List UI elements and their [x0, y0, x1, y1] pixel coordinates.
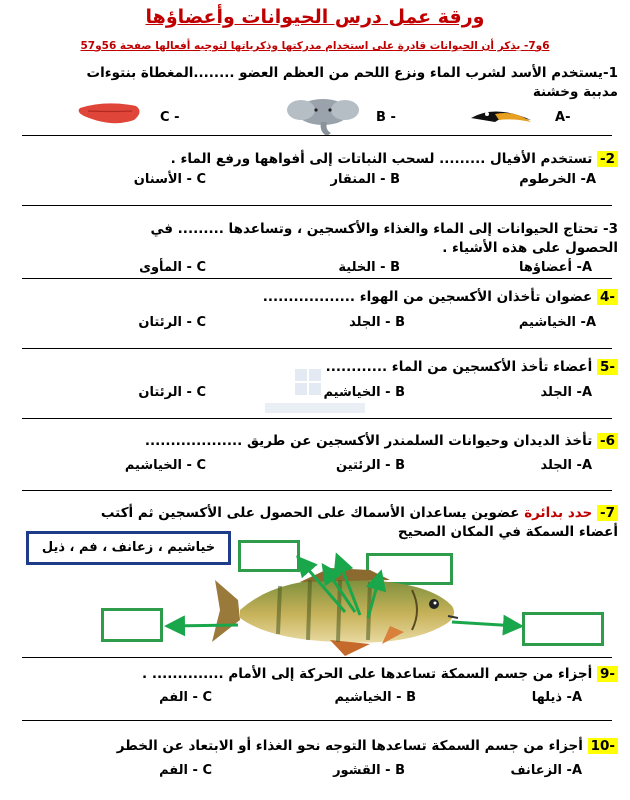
page-title: ورقة عمل درس الحيوانات وأعضاؤها: [145, 6, 485, 28]
option-c[interactable]: - C: [160, 110, 180, 125]
option-a[interactable]: A- الخياشيم: [518, 315, 596, 330]
question-number: -9: [597, 666, 618, 682]
option-c[interactable]: C - المأوى: [139, 260, 206, 275]
option-a[interactable]: A- الجلد: [540, 385, 592, 400]
instruction-lead: حدد بدائرة: [524, 505, 593, 521]
option-b[interactable]: B - الخياشيم: [334, 690, 416, 705]
option-c[interactable]: C - الرئتان: [138, 385, 206, 400]
question-text: عضوان تأخذان الأكسجين من الهواء ..................: [262, 289, 593, 305]
option-c[interactable]: C - الفم: [159, 763, 212, 778]
question-text: أجزاء من جسم السمكة تساعدها التوجه نحو الغذاء أو الابتعاد عن الخطر: [116, 738, 583, 754]
word-bank: خياشيم ، زعانف ، فم ، ذيل: [26, 531, 231, 565]
option-a[interactable]: A- الزعانف: [510, 763, 582, 778]
option-a[interactable]: -A: [555, 110, 571, 125]
option-b[interactable]: B - الجلد: [349, 315, 405, 330]
question-10: [18, 737, 618, 756]
question-number: -10: [588, 738, 618, 754]
question-text-line2: الحصول على هذه الأشياء .: [442, 240, 618, 256]
option-b[interactable]: B - المنقار: [330, 172, 400, 187]
question-number: 7-: [597, 505, 618, 521]
question-text: تحتاج الحيوانات إلى الماء والغذاء والأكسجين ، وتساعدها ......... في: [150, 221, 599, 237]
question-number: 2-: [597, 151, 618, 167]
divider: [22, 720, 612, 721]
option-c[interactable]: C - الأسنان: [133, 172, 206, 187]
option-a[interactable]: A- ذيلها: [531, 690, 582, 705]
question-number: 3-: [602, 221, 618, 237]
option-a[interactable]: A- أعضاؤها: [519, 260, 592, 275]
question-number: 1-: [602, 65, 618, 81]
page-subtitle: 6و7- يذكر أن الحيوانات قادرة على استخدام مدركتها وذكرياتها لتوجيه أفعالها صفحة 56و57: [80, 40, 550, 52]
question-text-line2: مدببة وخشنة: [532, 84, 618, 100]
question-9: [18, 665, 618, 684]
divider: [22, 657, 612, 658]
option-b[interactable]: B - القشور: [333, 763, 405, 778]
question-text: أجزاء من جسم السمكة تساعدها على الحركة إلى الأمام .............. .: [142, 666, 593, 682]
question-number: -5: [597, 359, 618, 375]
option-b[interactable]: B - الرئتين: [336, 458, 405, 473]
option-b[interactable]: - B: [376, 110, 396, 125]
question-text: تستخدم الأفيال ......... لسحب النباتات إلى أفواهها ورفع الماء .: [170, 151, 593, 167]
option-c[interactable]: C - الخياشيم: [124, 458, 206, 473]
question-text: أعضاء تأخذ الأكسجين من الماء ............: [325, 359, 593, 375]
question-text: تأخذ الديدان وحيوانات السلمندر الأكسجين عن طريق ...................: [144, 433, 593, 449]
option-b[interactable]: B - الخلية: [338, 260, 400, 275]
option-c[interactable]: C - الرئتان: [138, 315, 206, 330]
option-a[interactable]: A- الخرطوم: [519, 172, 596, 187]
question-number: 6-: [597, 433, 618, 449]
option-a[interactable]: A- الجلد: [540, 458, 592, 473]
question-text: يستخدم الأسد لشرب الماء ونزع اللحم من العظم العضو ........المغطاة بنتوءات: [86, 65, 603, 81]
question-text-line2: أعضاء السمكة في المكان الصحيح: [397, 524, 618, 540]
question-number: -4: [597, 289, 618, 305]
question-text: عضوين يساعدان الأسماك على الحصول على الأكسجين ثم أكتب: [100, 505, 520, 521]
option-b[interactable]: B - الخياشيم: [323, 385, 405, 400]
option-c[interactable]: C - الفم: [159, 690, 212, 705]
